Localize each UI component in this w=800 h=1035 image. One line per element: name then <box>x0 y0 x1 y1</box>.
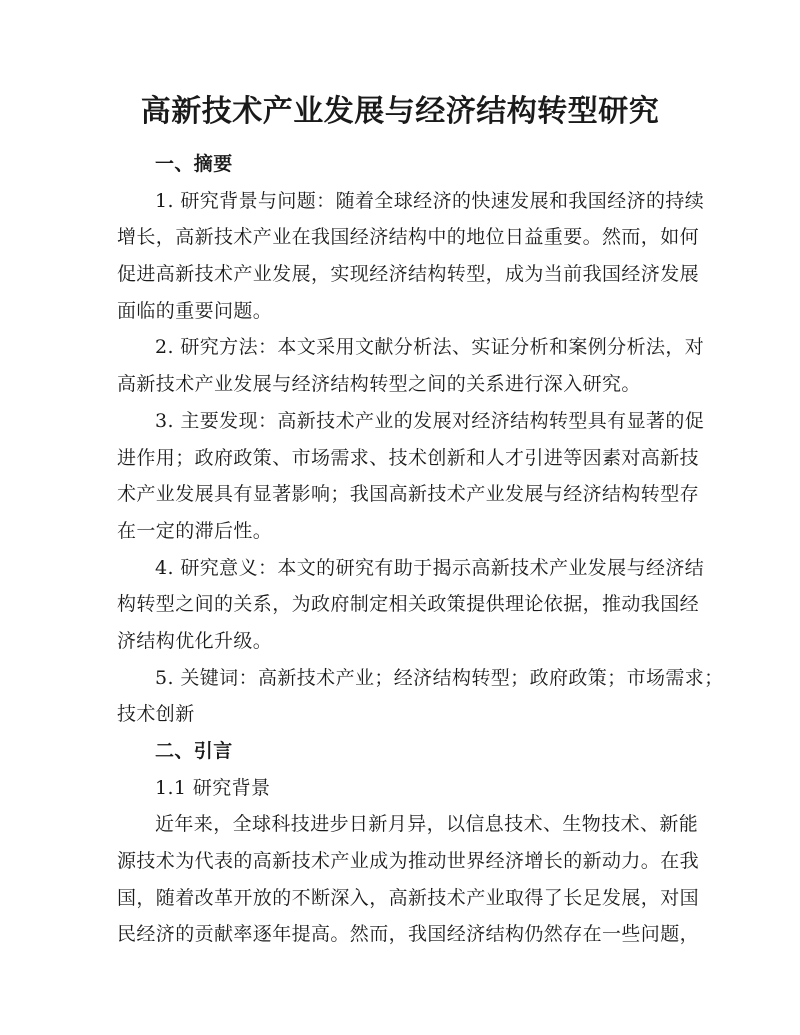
section-heading: 二、引言 <box>155 740 233 762</box>
document-title: 高新技术产业发展与经济结构转型研究 <box>140 94 660 129</box>
paragraph-line: 3. 主要发现：高新技术产业的发展对经济结构转型具有显著的促 <box>155 409 705 432</box>
paragraph-line: 术产业发展具有显著影响；我国高新技术产业发展与经济结构转型存 <box>117 483 700 506</box>
paragraph-line: 增长，高新技术产业在我国经济结构中的地位日益重要。然而，如何 <box>117 226 700 249</box>
document-body <box>117 146 724 953</box>
paragraph-line: 在一定的滞后性。 <box>117 519 273 542</box>
paragraph-line: 济结构优化升级。 <box>117 629 273 652</box>
paragraph-line: 源技术为代表的高新技术产业成为推动世界经济增长的新动力。在我 <box>117 850 700 873</box>
section-heading: 一、摘要 <box>155 153 233 175</box>
paragraph-line: 技术创新 <box>117 703 195 726</box>
paragraph-line: 促进高新技术产业发展，实现经济结构转型，成为当前我国经济发展 <box>117 263 700 286</box>
paragraph-line: 2. 研究方法：本文采用文献分析法、实证分析和案例分析法，对 <box>155 336 705 359</box>
paragraph-line: 面临的重要问题。 <box>117 299 273 322</box>
paragraph-line: 构转型之间的关系，为政府制定相关政策提供理论依据，推动我国经 <box>117 593 700 616</box>
paragraph-line: 1.1 研究背景 <box>155 776 271 799</box>
paragraph-line: 民经济的贡献率逐年提高。然而，我国经济结构仍然存在一些问题， <box>117 923 700 946</box>
paragraph-line: 4. 研究意义：本文的研究有助于揭示高新技术产业发展与经济结 <box>155 556 705 579</box>
paragraph-line: 高新技术产业发展与经济结构转型之间的关系进行深入研究。 <box>117 373 641 396</box>
paragraph-line: 近年来，全球科技进步日新月异，以信息技术、生物技术、新能 <box>155 813 699 836</box>
paragraph-line: 5. 关键词：高新技术产业；经济结构转型；政府政策；市场需求； <box>155 666 724 689</box>
paragraph-line: 国，随着改革开放的不断深入，高新技术产业取得了长足发展，对国 <box>117 886 700 909</box>
paragraph-line: 1. 研究背景与问题：随着全球经济的快速发展和我国经济的持续 <box>155 189 705 212</box>
paragraph-line: 进作用；政府政策、市场需求、技术创新和人才引进等因素对高新技 <box>117 446 700 469</box>
